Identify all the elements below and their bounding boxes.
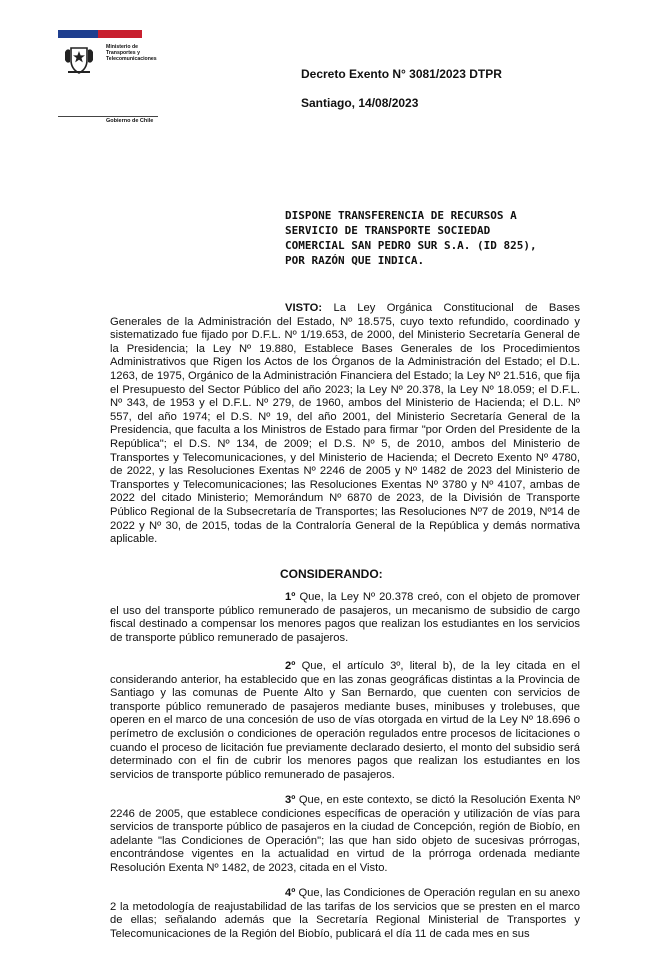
visto-paragraph: [110, 302, 580, 547]
ministry-name: Ministerio de Transportes y Telecomunicaciones: [106, 44, 157, 62]
logo-divider: [58, 116, 158, 117]
considerando-item-1: [110, 591, 580, 645]
visto-label: VISTO:: [285, 302, 323, 314]
flag-red-band: [98, 30, 142, 38]
item-number: 4º: [285, 887, 296, 899]
item-text: Que, la Ley Nº 20.378 creó, con el objeto de promover el uso del transporte público remunerado de pasajeros, un mecanismo de subsidio de cargo fiscal destinado a compensar los menores pagos que realizan los estudiantes en los servicios de transporte público remunerado de pasajeros.: [110, 591, 580, 644]
item-number: 3º: [285, 794, 296, 806]
item-text: Que, en este contexto, se dictó la Resolución Exenta Nº 2246 de 2005, que establece condiciones específicas de operación y utilización de vías para servicios de transporte público de pasajeros en la ciudad de Concepción, región de Biobío, en adelante "las Condiciones de Operación"; las que han sido objeto de sucesivas prórrogas, encontrándose vigentes en la actualidad en virtud de la prórroga ordenada mediante Resolución Exenta Nº 1482, de 2023, citada en el Visto.: [110, 794, 581, 874]
flag-blue-band: [58, 30, 98, 38]
visto-text: La Ley Orgánica Constitucional de Bases Generales de la Administración del Estado, Nº 18.575, cuyo texto refundido, coordinado y sistematizado fue fijado por D.F.L. Nº 1/19.653, de 2000, del Ministerio Secretaría General de la Presidencia; la Ley Nº 19.880, Establece Bases Generales de los Procedimientos Administrativos que Rigen los Actos de los Órganos de la Administración del Estado; el D.L. 1263, de 1975, Orgánico de la Administración Financiera del Estado; la Ley Nº 21.516, que fija el Presupuesto del Sector Público del año 2023; la Ley Nº 20.378, la Ley Nº 18.059; el D.F.L. Nº 343, de 1953 y el D.F.L. Nº 279, de 1960, ambos del Ministerio de Hacienda; el D.L. Nº 557, del año 1974; el D.S. Nº 19, del año 2001, del Ministerio Secretaría General de la Presidencia, que faculta a los Ministros de Estado para firmar "por Orden del Presidente de la República"; el D.S. Nº 134, de 2009; el D.S. Nº 5, de 2010, ambos del Ministerio de Transportes y Telecomunicaciones, y del Ministerio de Hacienda; el Decreto Exento Nº 4780, de 2022, y las Resoluciones Exentas Nº 2246 de 2005 y Nº 1482 de 2023 del Ministerio de Transportes y Telecomunicaciones; las Resoluciones Exentas Nº 3780 y Nº 4107, ambas de 2022 del citado Ministerio; Memorándum Nº 6870 de 2023, de la División de Transporte Público Regional de la Subsecretaría de Transportes; las Resoluciones Nº7 de 2019, Nº14 de 2022 y Nº 30, de 2015, todas de la Contraloría General de la República y demás normativa aplicable.: [110, 302, 580, 546]
government-logo: [56, 30, 166, 130]
decree-subject: [285, 208, 585, 268]
considerando-heading: CONSIDERANDO:: [280, 567, 383, 581]
considerando-item-3: [110, 794, 580, 876]
item-number: 2º: [285, 660, 296, 672]
considerando-item-4: [110, 887, 580, 941]
subject-line: POR RAZÓN QUE INDICA.: [285, 254, 425, 267]
decree-place-date: Santiago, 14/08/2023: [301, 96, 419, 110]
government-label: Gobierno de Chile: [106, 118, 154, 124]
subject-line: SERVICIO DE TRANSPORTE SOCIEDAD: [285, 224, 491, 237]
item-text: Que, las Condiciones de Operación regulan en su anexo 2 la metodología de reajustabilidad de las tarifas de los servicios que se presten en el marco de ellas; señalando además que la Secretaría Regional Ministerial de Transportes y Telecomunicaciones de la Región del Biobío, publicará el día 11 de cada mes en sus: [110, 887, 581, 940]
visto-section: [110, 302, 580, 547]
item-number: 1º: [285, 591, 296, 603]
considerando-item-2: [110, 660, 580, 782]
subject-line: COMERCIAL SAN PEDRO SUR S.A. (ID 825),: [285, 239, 537, 252]
item-text: Que, el artículo 3º, literal b), de la ley citada en el considerando anterior, ha establecido que en las zonas geográficas distintas a la Provincia de Santiago y las comunas de Puente Alto y San Bernardo, que cuenten con servicios de transporte público remunerado de pasajeros mediante buses, minibuses y trolebuses, que operen en el marco de una concesión de uso de vías otorgada en virtud de la Ley Nº 18.696 o perímetro de exclusión o condiciones de operación regulados entre procesos de licitaciones o cuando el proceso de licitación fue previamente declarado desierto, el monto del subsidio será determinado con el fin de cubrir los menores pagos que realizan los estudiantes en los servicios de transporte público remunerado de pasajeros.: [110, 660, 580, 781]
decree-number: Decreto Exento N° 3081/2023 DTPR: [301, 67, 502, 81]
coat-of-arms-icon: [62, 42, 96, 76]
subject-line: DISPONE TRANSFERENCIA DE RECURSOS A: [285, 209, 517, 222]
